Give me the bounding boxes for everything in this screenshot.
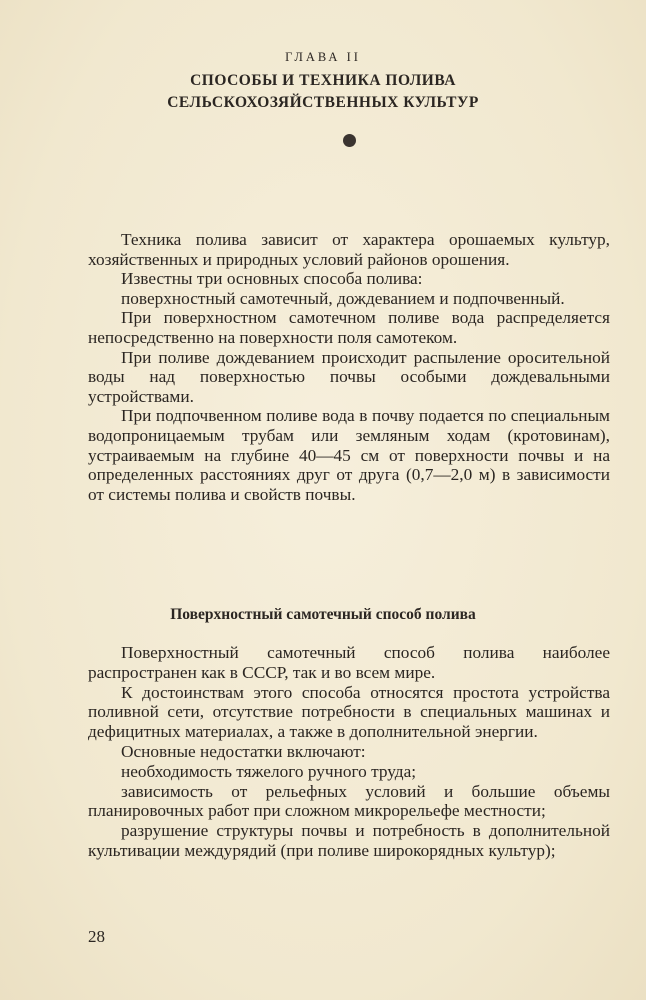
paragraph: Известны три основных способа полива: xyxy=(121,269,423,289)
paragraph: зависимость от рельефных условий и большие объемы планировочных работ при сложном микрорельефе местности; xyxy=(88,781,610,821)
chapter-title-line-2: СЕЛЬСКОХОЗЯЙСТВЕННЫХ КУЛЬТУР xyxy=(167,94,479,111)
paragraph: поверхностный самотечный, дождеванием и подпочвенный. xyxy=(121,288,565,308)
paragraph: Основные недостатки включают: xyxy=(121,741,366,761)
paragraph: Техника полива зависит от характера орошаемых культур, хозяйственных и природных условий районов орошения. xyxy=(88,230,610,269)
paragraph: Поверхностный самотечный способ полива наиболее распространен как в СССР, так и во всем мире. xyxy=(88,643,610,682)
paragraph: разрушение структуры почвы и потребность в дополнительной культивации междурядий (при поливе широкорядных культур); xyxy=(88,821,610,860)
page-number: 28 xyxy=(88,927,105,946)
paragraph: При подпочвенном поливе вода в почву подается по специальным водопроницаемым трубам или земляным ходам (кротовинам), устраиваемым на глубине 40—45 см от поверхности почвы и на определенных расстояниях друг от друга (0,7—2,0 м) в зависимости от системы полива и свойств почвы. xyxy=(88,406,610,504)
paragraph: необходимость тяжелого ручного труда; xyxy=(121,761,417,781)
section-text xyxy=(88,643,610,861)
paragraph: К достоинствам этого способа относятся простота устройства поливной сети, отсутствие потребности в специальных машинах и дефицитных материалах, а также в дополнительной энергии. xyxy=(88,682,610,742)
paragraph: При поверхностном самотечном поливе вода распределяется непосредственно на поверхности поля самотеком. xyxy=(88,308,610,347)
paragraph: При поливе дождеванием происходит распыление оросительной воды над поверхностью почвы особыми дождевальными устройствами. xyxy=(88,347,610,406)
intro-text xyxy=(88,230,610,504)
chapter-label: ГЛАВА II xyxy=(285,50,361,64)
chapter-title-line-1: СПОСОБЫ И ТЕХНИКА ПОЛИВА xyxy=(190,72,456,89)
ornament-dot-icon xyxy=(343,134,356,147)
section-title: Поверхностный самотечный способ полива xyxy=(170,606,476,623)
chapter-title xyxy=(0,70,646,114)
